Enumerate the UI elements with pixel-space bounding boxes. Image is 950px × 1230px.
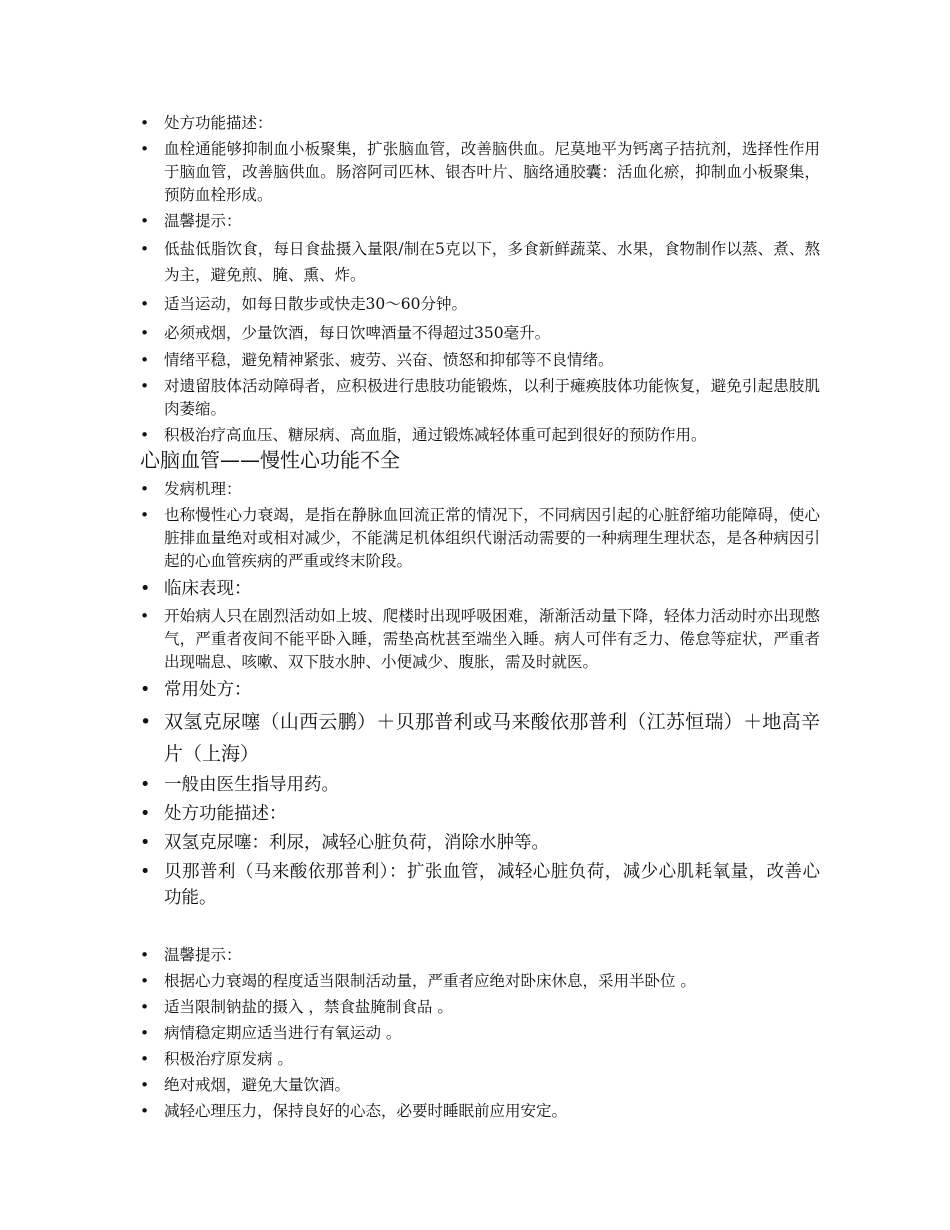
section-heading: 心脑血管——慢性心功能不全 <box>140 448 400 472</box>
list-item: • 病情稳定期应适当进行有氧运动 。 <box>140 1022 820 1045</box>
list-item: • 对遗留肢体活动障碍者，应积极进行患肢功能锻炼，以利于瘫痪肢体功能恢复，避免引起患肢肌肉萎缩。 <box>140 375 820 421</box>
list-item: • 减轻心理压力，保持良好的心态，必要时睡眠前应用安定。 <box>140 1100 820 1123</box>
list-item: • 处方功能描述： <box>140 112 820 135</box>
list-item: • 处方功能描述： <box>140 801 820 827</box>
list-item: • 温馨提示： <box>140 210 820 233</box>
list-item: • 双氢克尿噻：利尿，减轻心脏负荷，消除水肿等。 <box>140 830 820 856</box>
list-item: • 贝那普利（马来酸依那普利）：扩张血管，减轻心脏负荷，减少心肌耗氧量，改善心功能。 <box>140 859 820 911</box>
list-item: • 发病机理： <box>140 478 820 501</box>
list-item: • 开始病人只在剧烈活动如上坡、爬楼时出现呼吸困难，渐渐活动量下降，轻体力活动时亦出现憋气，严重者夜间不能平卧入睡，需垫高枕甚至端坐入睡。病人可伴有乏力、倦怠等症状，严重者出现喘息、咳嗽、双下肢水肿、小便减少、腹胀，需及时就医。 <box>140 605 820 674</box>
list-item: • 一般由医生指导用药。 <box>140 772 820 798</box>
clinical-title: • 临床表现： <box>140 576 820 602</box>
list-item: • 适当运动，如每日散步或快走30～60分钟。 <box>140 291 820 317</box>
list-item: • 必须戒烟，少量饮酒，每日饮啤酒量不得超过350毫升。 <box>140 320 820 346</box>
list-item: • 双氢克尿噻（山西云鹏）＋贝那普利或马来酸依那普利（江苏恒瑞）＋地高辛片（上海） <box>140 706 820 770</box>
section-stroke-prescription <box>140 112 820 450</box>
list-item: • 适当限制钠盐的摄入 ，禁食盐腌制食品 。 <box>140 996 820 1019</box>
list-item: • 积极治疗原发病 。 <box>140 1048 820 1071</box>
list-item: • 情绪平稳，避免精神紧张、疲劳、兴奋、愤怒和抑郁等不良情绪。 <box>140 349 820 372</box>
list-item: • 低盐低脂饮食，每日食盐摄入量限/制在5克以下，多食新鲜蔬菜、水果，食物制作以蒸、煮、熬为主，避免煎、腌、熏、炸。 <box>140 236 820 288</box>
list-item: • 绝对戒烟，避免大量饮酒。 <box>140 1074 820 1097</box>
section-tips <box>140 944 820 1126</box>
list-item: • 血栓通能够抑制血小板聚集，扩张脑血管，改善脑供血。尼莫地平为钙离子拮抗剂，选择性作用于脑血管，改善脑供血。肠溶阿司匹林、银杏叶片、脑络通胶囊：活血化瘀，抑制血小板聚集，预防血栓形成。 <box>140 138 820 207</box>
section-heart-failure <box>140 478 820 914</box>
list-item: • 积极治疗高血压、糖尿病、高血脂，通过锻炼减轻体重可起到很好的预防作用。 <box>140 424 820 447</box>
list-item: • 也称慢性心力衰竭，是指在静脉血回流正常的情况下，不同病因引起的心脏舒缩功能障碍，使心脏排血量绝对或相对减少，不能满足机体组织代谢活动需要的一种病理生理状态，是各种病因引起的心血管疾病的严重或终末阶段。 <box>140 504 820 573</box>
list-item: • 温馨提示： <box>140 944 820 967</box>
prescription-title: • 常用处方： <box>140 677 820 703</box>
list-item: • 根据心力衰竭的程度适当限制活动量，严重者应绝对卧床休息，采用半卧位 。 <box>140 970 820 993</box>
